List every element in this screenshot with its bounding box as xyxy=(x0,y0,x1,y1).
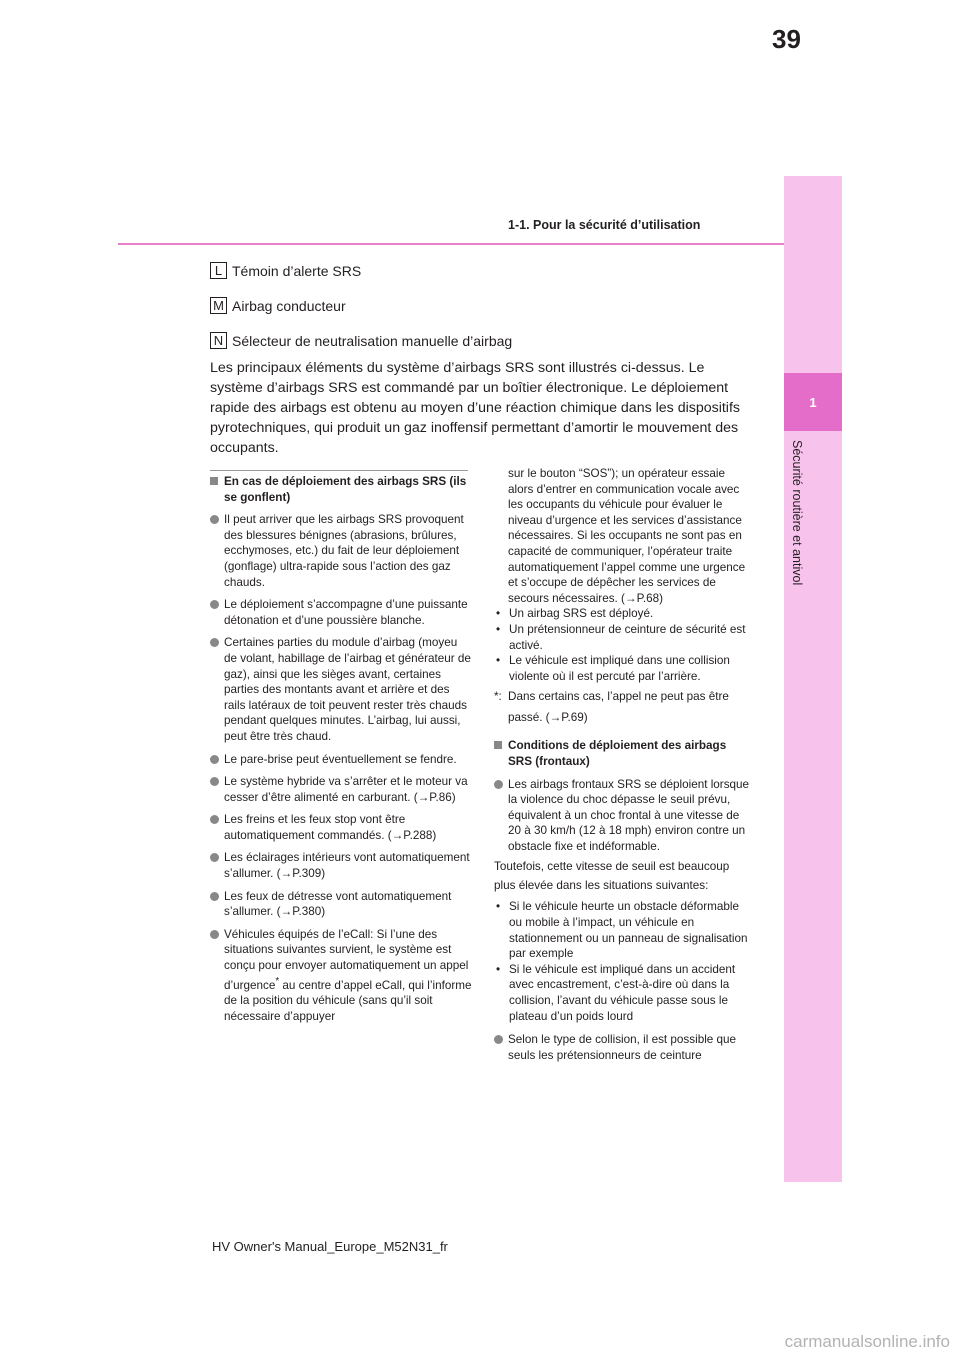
header-rule xyxy=(118,243,784,245)
paragraph: Toutefois, cette vitesse de seuil est beaucoup plus élevée dans les situations suivantes: xyxy=(494,860,730,893)
list-item xyxy=(494,777,752,855)
bullet-dot-icon xyxy=(210,853,219,862)
watermark: carmanualsonline.info xyxy=(784,1332,950,1351)
bullet-dot-icon xyxy=(210,755,219,764)
list-item-text: Les éclairages intérieurs vont automatiquement s’allumer. (→P.309) xyxy=(224,851,470,881)
bullet-dot-icon xyxy=(210,930,219,939)
list-item-text xyxy=(224,927,472,1024)
list-item xyxy=(210,512,472,590)
list-item-text: Il peut arriver que les airbags SRS provoquent des blessures bénignes (abrasions, brûlures, ecchymoses, etc.) du fait de leur déploiement (gonflage) ultra-rapide sous l’action des gaz chauds. xyxy=(224,513,464,589)
small-bullet-icon: • xyxy=(496,607,501,621)
side-tab-strip xyxy=(784,176,842,1182)
list-item xyxy=(210,774,472,805)
ecall-text-end: au centre d’appel eCall, qui l’informe de la position du véhicule (sans qu’il soit nécessaire d’appuyer xyxy=(224,978,472,1023)
label-text-n: Sélecteur de neutralisation manuelle d’airbag xyxy=(232,332,513,349)
ecall-condition-text: Le véhicule est impliqué dans une collision violente où il est percuté par l’arrière. xyxy=(509,654,730,683)
column-divider xyxy=(210,470,468,471)
list-item-text: Le système hybride va s’arrêter et le moteur va cesser d’être alimenté en carburant. (→P.86) xyxy=(224,775,468,804)
ecall-condition xyxy=(494,622,752,653)
ecall-text-start: Véhicules équipés de l’eCall: Si l’une des situations suivantes survient, le système est conçu pour envoyer automatiquement un appel d’urgence xyxy=(224,927,469,992)
list-item xyxy=(210,889,472,920)
small-bullet-icon: • xyxy=(496,654,501,668)
right-column xyxy=(494,466,752,1070)
bullet-dot-icon xyxy=(210,777,219,786)
ecall-condition xyxy=(494,653,752,684)
ecall-condition xyxy=(494,606,752,622)
heading-text: En cas de déploiement des airbags SRS (ils se gonflent) xyxy=(224,475,467,504)
bullet-dot-icon xyxy=(210,815,219,824)
bullet-dot-icon xyxy=(210,515,219,524)
list-item-text: Selon le type de collision, il est possible que seuls les prétensionneurs de ceinture xyxy=(508,1033,737,1062)
list-item-text: Les freins et les feux stop vont être automatiquement commandés. (→P.288) xyxy=(224,813,437,842)
label-box-n: N xyxy=(210,332,227,349)
ecall-condition-text: Un prétensionneur de ceinture de sécurité est activé. xyxy=(509,622,746,652)
ecall-condition-text: Un airbag SRS est déployé. xyxy=(509,607,654,621)
bullet-dot-icon xyxy=(210,600,219,609)
footer-text: HV Owner's Manual_Europe_M52N31_fr xyxy=(212,1239,448,1254)
heading-text: Conditions de déploiement des airbags SRS (frontaux) xyxy=(508,739,727,768)
label-row-l xyxy=(210,262,361,279)
list-item xyxy=(210,850,472,881)
bullet-dot-icon xyxy=(210,892,219,901)
label-row-n xyxy=(210,332,512,349)
section-heading-conditions xyxy=(494,738,752,769)
footnote xyxy=(494,686,752,728)
list-item-text: Le déploiement s’accompagne d’une puissante détonation et d’une poussière blanche. xyxy=(224,598,468,627)
list-item-text: Les airbags frontaux SRS se déploient lorsque la violence du choc dépasse le seuil prévu, équivalent à un choc frontal à une vitesse de 20 à 30 km/h (12 à 18 mph) environ contre un obstacle fixe et indéformable. xyxy=(508,777,750,853)
list-item-ecall xyxy=(210,927,472,1024)
square-bullet-icon xyxy=(210,477,218,485)
situation-text: Si le véhicule est impliqué dans un accident avec encastrement, c’est-à-dire où dans la collision, l’avant du véhicule passe sous le plateau d’un poids lourd xyxy=(509,962,736,1023)
bullet-dot-icon xyxy=(210,638,219,647)
bullet-dot-icon xyxy=(494,780,503,789)
intro-paragraph: Les principaux éléments du système d’airbags SRS sont illustrés ci-dessus. Le système d’airbags SRS est commandé par un boîtier électronique. Le déploiement rapide des airbags est obtenu au moyen d’une réaction chimique dans les dispositifs pyrotechniques, qui produit un gaz inoffensif permettant d’amortir le mouvement des occupants. xyxy=(210,360,740,456)
small-bullet-icon: • xyxy=(496,622,501,636)
section-title: 1-1. Pour la sécurité d’utilisation xyxy=(508,218,701,232)
footnote-text: Dans certains cas, l’appel ne peut pas être passé. (→P.69) xyxy=(508,690,729,725)
small-bullet-icon: • xyxy=(496,962,501,976)
list-item xyxy=(210,597,472,628)
list-item-text: Le pare-brise peut éventuellement se fendre. xyxy=(224,752,457,766)
list-item xyxy=(210,635,472,744)
left-column xyxy=(210,474,472,1031)
square-bullet-icon xyxy=(494,741,502,749)
list-item-text: Certaines parties du module d’airbag (moyeu de volant, habillage de l’airbag et générateur de gaz), ainsi que les sièges avant, certaines parties des montants avant et arrière et des rails latéraux de toit peuvent rester très chauds pendant quelques minutes. L’airbag, lui aussi, peut être très chaud. xyxy=(224,636,471,743)
situation-item xyxy=(494,899,752,961)
list-item xyxy=(494,1032,752,1063)
list-item xyxy=(210,752,472,768)
footnote-mark: *: xyxy=(494,690,502,704)
chapter-number-tab: 1 xyxy=(784,373,842,431)
label-text-l: Témoin d’alerte SRS xyxy=(232,262,362,279)
small-bullet-icon: • xyxy=(496,900,501,914)
bullet-dot-icon xyxy=(494,1035,503,1044)
list-item-text: Les feux de détresse vont automatiquement s’allumer. (→P.380) xyxy=(224,889,452,919)
ecall-continued: sur le bouton “SOS”); un opérateur essaie alors d’entrer en communication vocale avec les occupants du véhicule pour évaluer le niveau d’urgence et les services d’assistance nécessaires. Si les occupants ne sont pas en capacité de communiquer, l’opérateur traite automatiquement l’appel comme une urgence et s’occupe de dépêcher les services de secours nécessaires. (→P.68) xyxy=(508,467,746,605)
list-item xyxy=(210,812,472,843)
label-box-l: L xyxy=(210,262,227,279)
situation-item xyxy=(494,962,752,1024)
label-box-m: M xyxy=(210,297,227,314)
footnote-star: * xyxy=(275,975,280,987)
chapter-label: Sécurité routière et antivol xyxy=(790,440,804,586)
label-row-m xyxy=(210,297,346,314)
label-text-m: Airbag conducteur xyxy=(232,297,346,314)
situation-text: Si le véhicule heurte un obstacle déformable ou mobile à l’impact, un véhicule en stationnement ou un panneau de signalisation par exemple xyxy=(509,900,748,961)
page-number: 39 xyxy=(772,24,801,54)
section-heading-deployment xyxy=(210,474,472,505)
